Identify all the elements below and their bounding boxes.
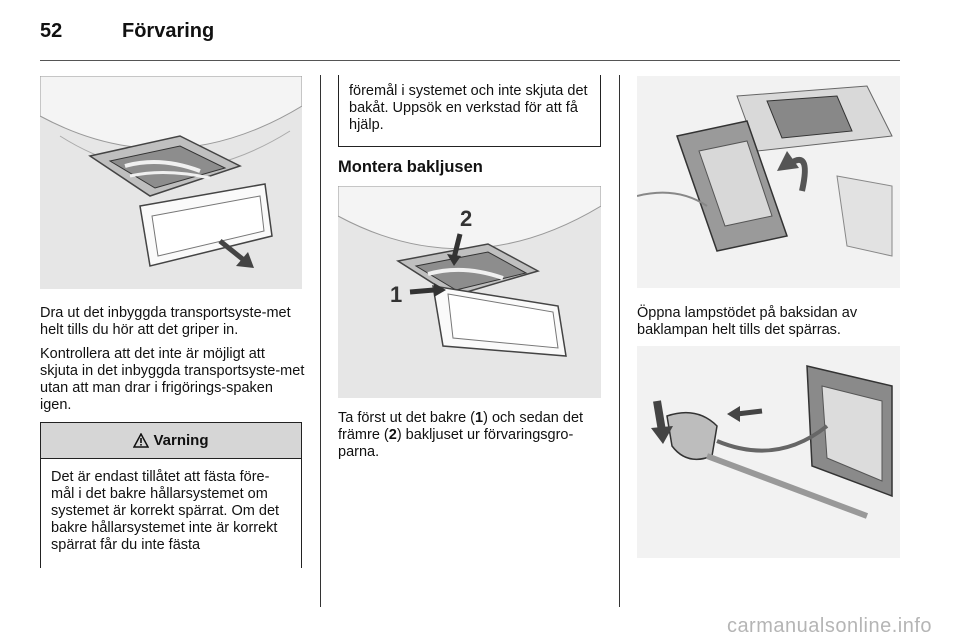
lamp-holder-open-illustration [637, 76, 900, 288]
instruction-paragraph-1: Dra ut det inbyggda transportsyste-met helt tills du hör att det griper in. [40, 305, 291, 338]
warning-box [40, 422, 302, 568]
transport-system-figure [40, 76, 302, 289]
lamp-holder-figure [637, 76, 900, 288]
lamp-holder-instruction: Öppna lampstödet på baksidan av baklampan helt tills det spärras. [637, 305, 858, 338]
column-divider-2 [619, 75, 620, 607]
caption-text-3: ) bakljuset ur förvaringsgro-parna. [338, 427, 574, 460]
warning-triangle-icon [133, 433, 149, 448]
caption-text-2: ) och sedan det främre ( [338, 410, 584, 443]
figure-label-1: 1 [390, 282, 403, 307]
watermark: carmanualsonline.info [726, 615, 932, 637]
page-number: 52 [40, 20, 63, 42]
section-heading: Montera bakljusen [338, 158, 483, 176]
caption-number-2: 2 [388, 427, 397, 443]
rear-lights-caption [338, 410, 606, 461]
warning-header [41, 423, 301, 459]
lamp-connector-figure [637, 346, 900, 558]
warning-title: Varning [153, 432, 209, 449]
transport-system-pull-illustration [40, 76, 302, 289]
instruction-paragraph-2: Kontrollera att det inte är möjligt att skjuta in det inbyggda transportsyste-met utan att man drar i frigörings-spaken igen. [40, 346, 305, 413]
warning-text: Det är endast tillåtet att fästa före-mål i det bakre hållarsystemet om systemet är korrekt spärrat. Om det bakre hållarsystemet inte är korrekt spärrat får du inte fästa [51, 469, 280, 553]
column-divider-1 [320, 75, 321, 607]
warning-continuation: föremål i systemet och inte skjuta det bakåt. Uppsök en verkstad för att få hjälp. [338, 75, 601, 147]
rear-lights-removal-illustration [338, 186, 601, 398]
caption-text-1: Ta först ut det bakre ( [338, 410, 476, 426]
rear-lights-figure [338, 186, 601, 398]
lamp-connector-illustration [637, 346, 900, 558]
header-rule [40, 60, 900, 61]
figure-label-2: 2 [460, 206, 473, 231]
page-title: Förvaring [122, 20, 215, 42]
caption-number-1: 1 [475, 410, 484, 426]
